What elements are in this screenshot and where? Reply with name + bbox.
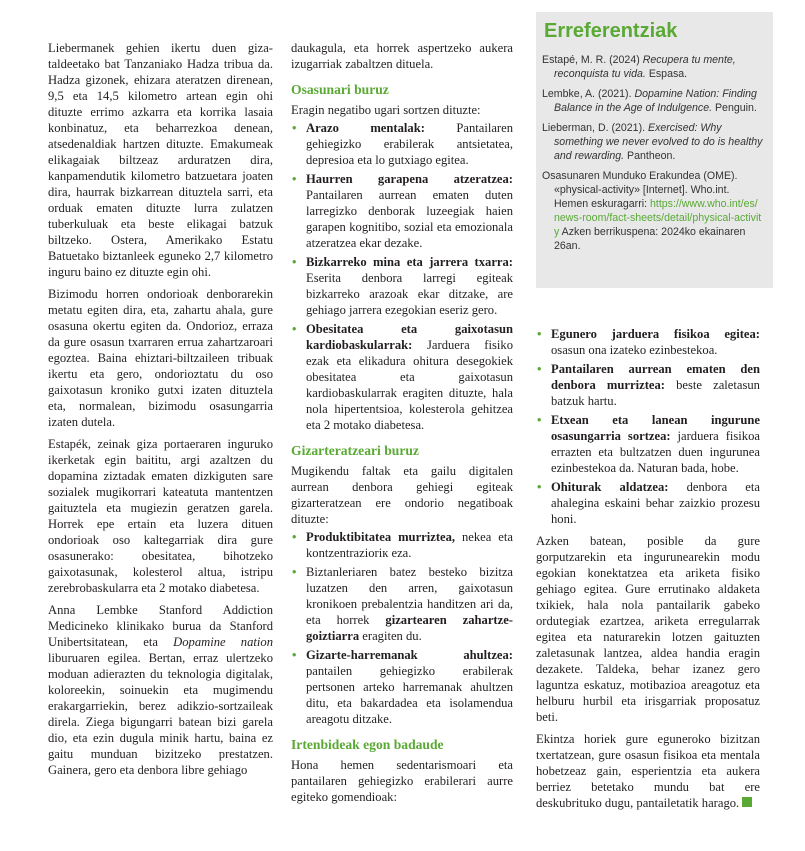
list-item: • Obesitatea eta gaixotasun kardiobaskularrak: Jarduera fisiko ezak eta elikadura ohitura desegokiek obesitatea eta gaixotasun kardiobaskularrak eragiten dituzte, hala nola hipertentsioa, kolesterola gehitzea eta 2 motako diabetesa. (292, 322, 513, 432)
list-item: • Etxean eta lanean ingurune osasungarria sortzea: jarduera fisikoa errazten eta bultzatzen duen ingurunea ezinbestekoa da. Naturan bada, hobe. (537, 413, 760, 475)
heading-solutions: Irtenbideak egon badaude (291, 737, 444, 752)
column-middle (291, 40, 513, 811)
paragraph-final: Ekintza horiek gure eguneroko bizitzan txertatzean, gure osasun fisikoa eta mentala hobetzeaz gain, esperientzia eta aukera berriez betetako mundu bat ere deskubrituko dugu, pantailetatik harago. (536, 732, 760, 810)
who-link[interactable]: https://www.who.int/es/news-room/fact-sheets/detail/physical-activity (554, 198, 762, 238)
intro-health: Eragin negatibo ugari sortzen dituzte: (291, 103, 481, 117)
column-left (48, 40, 273, 784)
list-item: • Ohiturak aldatzea: denbora eta ahalegina eskaini behar zaizkio prozesu honi. (537, 480, 760, 526)
heading-social: Gizarteratzeari buruz (291, 443, 419, 458)
paragraph-estape: Estapék, zeinak giza portaeraren inguruko ikerketak egin baititu, argi azaltzen du dopamina ziztadak ematen dizkiguten sare sozialek mugikorrari kateatuta mantentzen gaituztela eta mugiezin geratzen garela. Horrek epe ertain eta luzera dituen ondorioak oso kaltegarriak dira gure osasunerako: obesitatea, bihotzeko gaixotasunak, kolesterol altua, istripu zerebrobaskularra eta 2 motako diabetesa. (48, 437, 273, 595)
references-title: Erreferentziak (544, 20, 678, 42)
list-item: • Bizkarreko mina eta jarrera txarra: Eserita denbora larregi egiteak bizkarreko arazoak ekar ditzake, are gehiago jarrera ezegokian eseriz gero. (292, 255, 513, 317)
intro-social: Mugikendu faltak eta gailu digitalen aurrean denbora gehiegi egiteak gizarteratzean ere ondorio negatiboak dituzte: (291, 464, 513, 526)
paragraph-conclusion: Azken batean, posible da gure gorputzarekin eta ingurunearekin modu egokian konektatzea eta ariketa fisiko gehiago egitea. Gure errutinako aldaketa txikiek, hala nola pantailarik gabeko ordutegiak ezartzea, ariketa erregularrak egitea eta naturarekin lotzen gaituzten zaletasunak lantzea, aldea handia eragin dezakete. Taldeka, behar izanez gero laguntza eskatuz, motibazioa areagotuz eta helburu hurbil eta irisgarriak proposatuz beti. (536, 534, 760, 724)
reference-ome: Osasunaren Munduko Erakundea (OME). «physical-activity» [Internet]. Who.int. Hemen eskuragarri: https://www.who.int/es/news-room/fact-sheets/detail/physical-activity Azken berrikuspena: 2024ko ekainaren 26an. (542, 170, 762, 252)
paragraph-hadza: Liebermanek gehien ikertu duen giza-taldeetako bat Tanzaniako Hadza tribua da. Hadza gizonek, ehizara ateratzen direnean, 9,5 eta 14,5 kilometro artean egin ohi dituzte errimo azkarra eta korrika lasaia konbinatuz, eta beharrezkoa denean, atsedenaldiak hartzen dituzte. Emakumeak elikagaiak biltzeaz arduratzen dira, kanpamendutik kilometro batzuetara joaten dira, haurrak bizkarrean dituztela sarri, eta orduak ematen dituzte lurra zulatzen tuberkuluak eta beste elikagai batzuk biltzeko. Ostera, Amerikako Estatu Batuetako biztanleek eguneko 2,7 kilometro inguru baino ez dituzte egin ohi. (48, 41, 273, 279)
reference-lieberman: Lieberman, D. (2021). Exercised: Why something we never evolved to do is healthy and rewarding. Pantheon. (542, 122, 763, 162)
list-item: • Pantailaren aurrean ematen den denbora murriztea: beste zaletasun batzuk hartu. (537, 362, 760, 408)
list-item: • Arazo mentalak: Pantailaren gehiegizko erabilerak antsietatea, depresioa eta lo gutxiago egitea. (292, 121, 513, 167)
reference-lembke: Lembke, A. (2021). Dopamine Nation: Finding Balance in the Age of Indulgence. Penguin. (542, 88, 757, 114)
intro-solutions: Hona hemen sedentarismoari eta pantailaren gehiegizko erabilerari aurre egiteko gomendioak: (291, 758, 513, 804)
paragraph-continuation: daukagula, eta horrek aspertzeko aukera izugarriak zabaltzen dituela. (291, 41, 513, 71)
column-right (536, 324, 760, 817)
solutions-list (536, 326, 760, 527)
heading-health: Osasunari buruz (291, 82, 389, 97)
list-item: • Haurren garapena atzeratzea: Pantailaren aurrean ematen duten larregizko denborak luzeegiak haien garapen kognitibo, sozial eta emozionala atzeratzea ekar dezake. (292, 172, 513, 250)
social-list (291, 529, 513, 727)
references-box (536, 12, 773, 288)
health-list (291, 120, 513, 433)
book-title: Dopamine nation (173, 635, 273, 649)
list-item: • Produktibitatea murriztea, nekea eta kontzentrazioriк eza. (292, 530, 513, 560)
list-item: • Gizarte-harremanak ahultzea: pantailen gehiegizko erabilerak pertsonen arteko harremanak ahultzen ditu, eta bakardadea eta isolamendua areagotu ditzake. (292, 648, 513, 726)
paragraph-consequences: Bizimodu horren ondorioak denborarekin metatu egiten dira, eta, zahartu ahala, gure osasuna okertu egiten da. Ondorioz, erraza da gure osasun txarraren errua zahartzaroari egoztea. Baina ehiztari-biltzaileen tribuak ikertu eta gero, ondorioztatu du oso gaixotasun kroniko gutxi izaten dituztela eta, normalean, bizimodu osasungarria izaten dutela. (48, 287, 273, 429)
list-item: • Egunero jarduera fisikoa egitea: osasun ona izateko ezinbestekoa. (537, 327, 760, 357)
reference-estape: Estapé, M. R. (2024) Recupera tu mente, reconquista tu vida. Espasa. (542, 54, 736, 80)
end-mark-icon (742, 797, 752, 807)
list-item: • Biztanleriaren batez besteko bizitza luzatzen den arren, gaixotasun kronikoen prebalentzia handitzen ari da, eta horrek gizartearen zahartze-goiztiarra eragiten du. (292, 565, 513, 643)
paragraph-lembke: Anna Lembke Stanford Addiction Medicineko klinikako burua da Stanford Unibertsitatean, eta Dopamine nation liburuaren egilea. Bertan, erraz ulertzeko moduan adierazten du teknologia digitalak, koloreekin, soinuekin eta mugimendu erakargarriekin, berez adikzio-sortzaileak direla. Ziega bigungarri batean bizi garela dio, eta ezin dugula minik hartu, baina ez gaitu munduan bizitzeko prestatzen. Gainera, gero eta denbora libre gehiago (48, 603, 273, 777)
